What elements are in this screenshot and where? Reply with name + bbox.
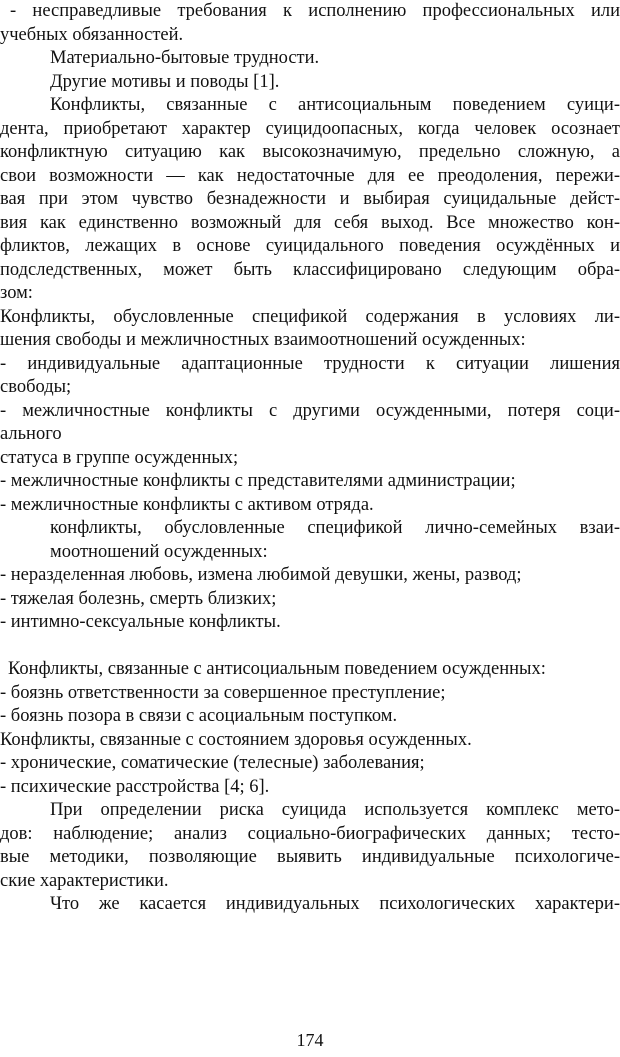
text-line: зом: <box>0 283 33 303</box>
text-line: дента, приобретают характер суицидоопасных, когда человек осознает <box>0 118 620 139</box>
text-line: - межличностные конфликты с другими осужденными, потеря соци- <box>0 400 620 421</box>
page-number: 174 <box>296 1030 324 1050</box>
text-line: вые методики, позволяющие выявить индивидуальные психологиче- <box>0 847 620 867</box>
text-line: конфликты, обусловленные спецификой лично-семейных взаи- <box>50 518 620 538</box>
text-line: Конфликты, обусловленные спецификой содержания в условиях ли- <box>0 306 620 327</box>
text-line: - боязнь позора в связи с асоциальным поступком. <box>0 706 398 726</box>
text-line: - интимно-сексуальные конфликты. <box>0 612 281 632</box>
text-line: Другие мотивы и поводы [1]. <box>50 71 280 92</box>
text-line: Что же касается индивидуальных психологических характери- <box>50 894 620 914</box>
text-line: - неразделенная любовь, измена любимой девушки, жены, развод; <box>0 565 522 585</box>
text-line: - несправедливые требования к исполнению профессиональных или <box>10 1 620 21</box>
text-line: дов: наблюдение; анализ социально-биографических данных; тесто- <box>0 823 620 844</box>
text-line: вия как единственно возможный для себя выход. Все множество кон- <box>0 212 620 233</box>
text-line: шения свободы и межличностных взаимоотношений осужденных: <box>0 330 526 350</box>
text-line: - боязнь ответственности за совершенное преступление; <box>0 682 446 703</box>
paragraph-gap <box>0 635 620 659</box>
text-line: - межличностные конфликты с активом отряда. <box>0 494 374 515</box>
text-line: Конфликты, связанные с антисоциальным поведением осужденных: <box>8 659 546 679</box>
text-line: свои возможности — как недостаточные для ее преодоления, пережи- <box>0 165 620 186</box>
text-line: - индивидуальные адаптационные трудности к ситуации лишения <box>0 353 620 374</box>
text-line: - хронические, соматические (телесные) заболевания; <box>0 753 425 773</box>
text-line: При определении риска суицида используется комплекс мето- <box>50 800 620 820</box>
text-line: фликтов, лежащих в основе суицидального поведения осуждённых и <box>0 236 620 256</box>
text-line: ального <box>0 424 62 444</box>
text-line: - психические расстройства [4; 6]. <box>0 776 270 797</box>
text-line: Конфликты, связанные с антисоциальным поведением суици- <box>50 95 620 115</box>
text-line: статуса в группе осужденных; <box>0 447 239 468</box>
text-line: вая при этом чувство безнадежности и выбирая суицидальные дейст- <box>0 189 620 209</box>
text-line: - межличностные конфликты с представителями администрации; <box>0 471 516 491</box>
text-line: учебных обязанностей. <box>0 24 184 45</box>
text-line: Конфликты, связанные с состоянием здоровья осужденных. <box>0 729 472 750</box>
text-line: моотношений осужденных: <box>50 541 268 562</box>
text-line: конфликтную ситуацию как высокозначимую, предельно сложную, а <box>0 142 620 162</box>
text-line: ские характеристики. <box>0 870 169 891</box>
text-line: свободы; <box>0 377 72 397</box>
text-line: Материально-бытовые трудности. <box>50 48 320 68</box>
text-line: подследственных, может быть классифицировано следующим обра- <box>0 259 620 280</box>
text-line: - тяжелая болезнь, смерть близких; <box>0 588 277 609</box>
